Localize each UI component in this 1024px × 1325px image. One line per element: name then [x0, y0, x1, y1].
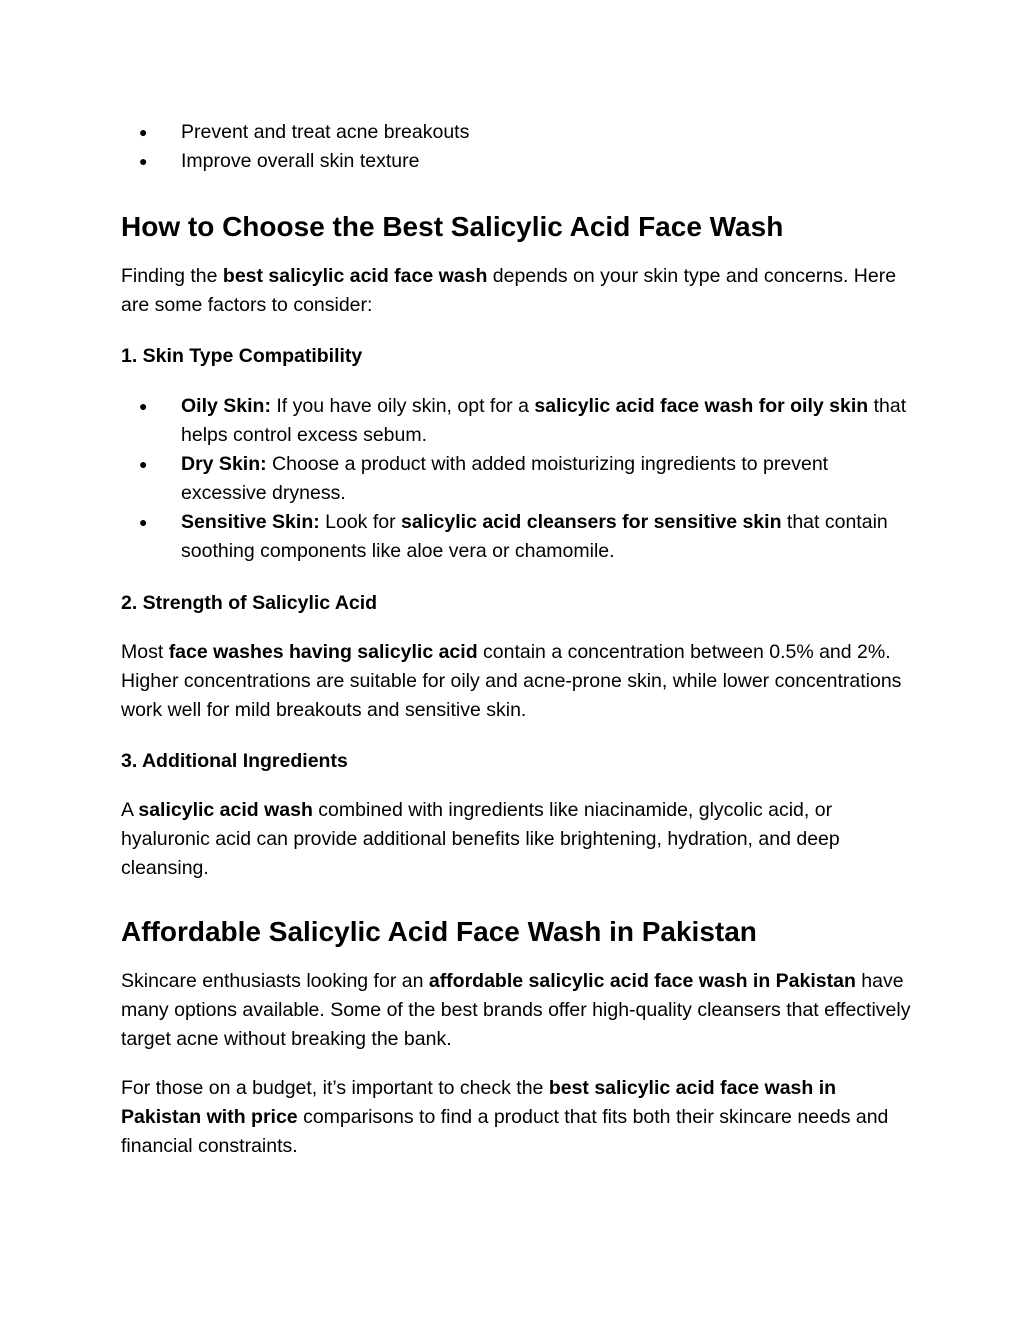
section-heading: Affordable Salicylic Acid Face Wash in Pakistan	[121, 916, 757, 947]
bullet-dot-icon: ●	[139, 514, 148, 530]
bullet-dot-icon: ●	[139, 398, 148, 414]
list-item	[121, 118, 911, 147]
skin-type-list	[121, 392, 911, 566]
list-item-text: Sensitive Skin: Look for salicylic acid cleansers for sensitive skin that contain soothing components like aloe vera or chamomile.	[181, 511, 888, 562]
paragraph: Skincare enthusiasts looking for an affordable salicylic acid face wash in Pakistan have many options available. Some of the best brands offer high-quality cleansers that effectively target acne without breaking the bank.	[121, 970, 911, 1050]
bullet-dot-icon: ●	[139, 456, 148, 472]
subsection-heading: 3. Additional Ingredients	[121, 750, 348, 772]
subsection-heading: 2. Strength of Salicylic Acid	[121, 592, 378, 614]
list-item-text: Improve overall skin texture	[181, 150, 420, 172]
list-item	[121, 147, 911, 176]
list-item	[121, 450, 911, 508]
section-heading: How to Choose the Best Salicylic Acid Face Wash	[121, 211, 784, 242]
list-item	[121, 508, 911, 566]
document-page	[121, 118, 911, 1161]
list-item-text: Dry Skin: Choose a product with added moisturizing ingredients to prevent excessive dryness.	[181, 453, 829, 504]
list-item	[121, 392, 911, 450]
paragraph: A salicylic acid wash combined with ingredients like niacinamide, glycolic acid, or hyaluronic acid can provide additional benefits like brightening, hydration, and deep cleansing.	[121, 799, 840, 879]
subsection-heading: 1. Skin Type Compatibility	[121, 345, 363, 367]
paragraph: For those on a budget, it’s important to check the best salicylic acid face wash in Pakistan with price comparisons to find a product that fits both their skincare needs and financial constraints.	[121, 1077, 889, 1157]
bullet-dot-icon: ●	[139, 124, 148, 140]
bullet-dot-icon: ●	[139, 153, 148, 169]
list-item-text: Prevent and treat acne breakouts	[181, 121, 470, 143]
paragraph: Finding the best salicylic acid face wash depends on your skin type and concerns. Here are some factors to consider:	[121, 265, 897, 316]
intro-bullet-list	[121, 118, 911, 176]
paragraph: Most face washes having salicylic acid contain a concentration between 0.5% and 2%. Higher concentrations are suitable for oily and acne-prone skin, while lower concentrations work well for mild breakouts and sensitive skin.	[121, 641, 902, 721]
list-item-text: Oily Skin: If you have oily skin, opt for a salicylic acid face wash for oily skin that helps control excess sebum.	[181, 395, 907, 446]
